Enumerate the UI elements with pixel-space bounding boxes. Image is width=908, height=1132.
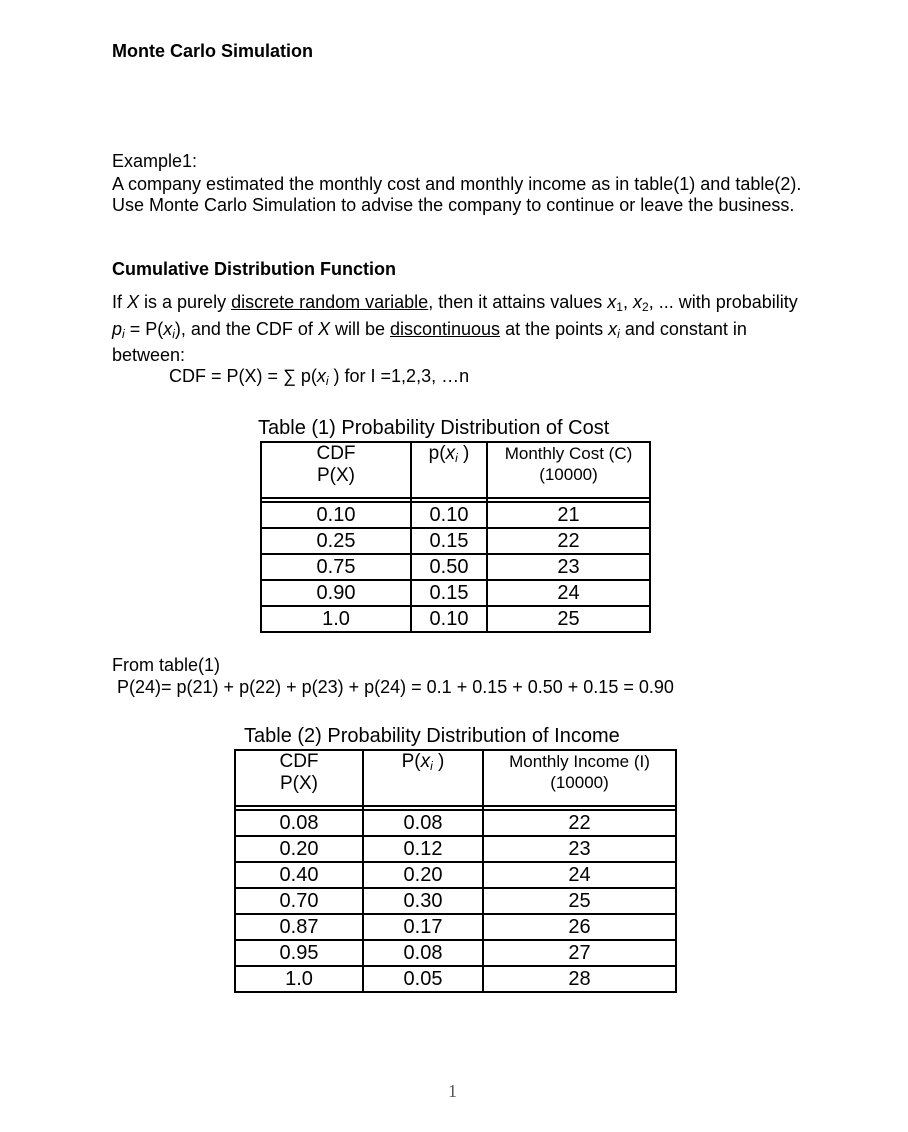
table2-header-row: [235, 750, 676, 806]
table-row: 1.0 0.10 25: [261, 606, 650, 632]
table2-caption: Table (2) Probability Distribution of Income: [244, 725, 620, 747]
table-row: 0.40 0.20 24: [235, 862, 676, 888]
from-table-label: From table(1): [112, 655, 221, 675]
cdf-paragraph: If X is a purely discrete random variable, then it attains values $x_1$, $x_2$, ... with probability $p_i = P(x_i)$, and the CDF of X will be discontinuous at the points $x_i$ and constant in between:: [112, 292, 798, 365]
intro-paragraph: A company estimated the monthly cost and monthly income as in table(1) and table(2). Use Monte Carlo Simulation to advise the company to continue or leave the business.: [112, 174, 802, 215]
cdf-formula: CDF = P(X) = ∑ $p(x_i$ ) for I =1,2,3, …n: [169, 366, 470, 388]
example-label: Example1:: [112, 151, 198, 171]
link-discrete-random-variable[interactable]: discrete random variable: [231, 292, 429, 312]
table-row: 1.0 0.05 28: [235, 966, 676, 992]
table-row: 0.70 0.30 25: [235, 888, 676, 914]
from-table-equation: P(24)= p(21) + p(22) + p(23) + p(24) = 0.1 + 0.15 + 0.50 + 0.15 = 0.90: [117, 677, 674, 697]
table1-cost-distribution: [260, 441, 651, 633]
table2-header-px: $P(x_i$ ): [363, 750, 483, 806]
table1-header-cdf: CDF P(X): [261, 442, 411, 498]
table-row: 0.75 0.50 23: [261, 554, 650, 580]
table-row: 0.08 0.08 22: [235, 810, 676, 836]
table-row: 0.90 0.15 24: [261, 580, 650, 606]
page-number: 1: [448, 1081, 457, 1101]
table2-header-cdf: CDF P(X): [235, 750, 363, 806]
table-row: 0.87 0.17 26: [235, 914, 676, 940]
table1-header-px: $p(x_i$ ): [411, 442, 487, 498]
table-row: 0.20 0.12 23: [235, 836, 676, 862]
table-row: 0.25 0.15 22: [261, 528, 650, 554]
table1-header-row: [261, 442, 650, 498]
document-title: Monte Carlo Simulation: [112, 41, 314, 61]
table2-income-distribution: [234, 749, 677, 993]
table-row: 0.95 0.08 27: [235, 940, 676, 966]
cdf-heading: Cumulative Distribution Function: [112, 259, 396, 279]
table-row: 0.10 0.10 21: [261, 502, 650, 528]
table1-header-monthly-cost: Monthly Cost (C) (10000): [487, 442, 650, 498]
link-discontinuous[interactable]: discontinuous: [389, 318, 501, 339]
table1-caption: Table (1) Probability Distribution of Cost: [258, 417, 610, 439]
table2-header-monthly-income: Monthly Income (I) (10000): [483, 750, 676, 806]
